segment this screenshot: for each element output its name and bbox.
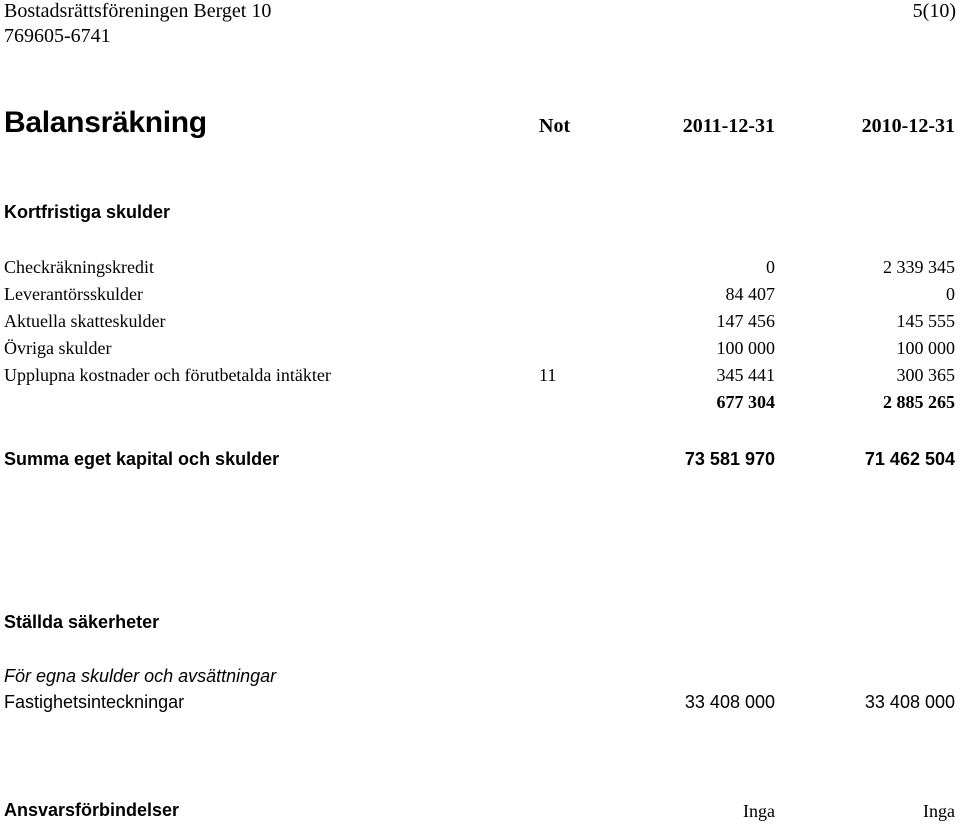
org-number: 769605-6741 (4, 25, 111, 47)
row-value-2010: 300 365 (896, 365, 955, 385)
pledged-label: Fastighetsinteckningar (4, 692, 185, 712)
row-value-2010: 145 555 (896, 311, 955, 331)
contingent-2011: Inga (743, 801, 775, 821)
row-label: Aktuella skatteskulder (4, 311, 166, 331)
row-label: Leverantörsskulder (4, 284, 143, 304)
subtotal-2011: 677 304 (716, 392, 775, 412)
row-value-2011: 0 (766, 257, 775, 277)
row-note: 11 (539, 365, 557, 385)
row-value-2010: 0 (946, 284, 955, 304)
section-heading-short-term-liabilities: Kortfristiga skulder (4, 202, 171, 222)
total-2011: 73 581 970 (684, 449, 775, 469)
total-2010: 71 462 504 (864, 449, 955, 469)
column-2011-header: 2011-12-31 (682, 115, 775, 137)
page-title: Balansräkning (4, 106, 207, 139)
row-label: Upplupna kostnader och förutbetalda intäkter (4, 365, 331, 385)
column-2010-header: 2010-12-31 (861, 115, 955, 137)
row-value-2010: 100 000 (896, 338, 955, 358)
pledged-subheading: För egna skulder och avsättningar (4, 666, 277, 686)
column-note-header: Not (539, 115, 571, 137)
total-label: Summa eget kapital och skulder (4, 449, 280, 469)
row-value-2011: 345 441 (716, 365, 775, 385)
contingent-liabilities-label: Ansvarsförbindelser (4, 800, 180, 820)
pledged-2011: 33 408 000 (684, 692, 775, 712)
subtotal-2010: 2 885 265 (883, 392, 955, 412)
contingent-2010: Inga (923, 801, 955, 821)
row-value-2010: 2 339 345 (883, 257, 955, 277)
row-label: Övriga skulder (4, 338, 112, 358)
row-value-2011: 100 000 (716, 338, 775, 358)
company-name: Bostadsrättsföreningen Berget 10 (4, 0, 272, 22)
section-heading-pledged-assets: Ställda säkerheter (4, 612, 160, 632)
row-value-2011: 147 456 (716, 311, 775, 331)
page-number: 5(10) (912, 0, 956, 22)
row-label: Checkräkningskredit (4, 257, 154, 277)
row-value-2011: 84 407 (725, 284, 775, 304)
pledged-2010: 33 408 000 (864, 692, 955, 712)
